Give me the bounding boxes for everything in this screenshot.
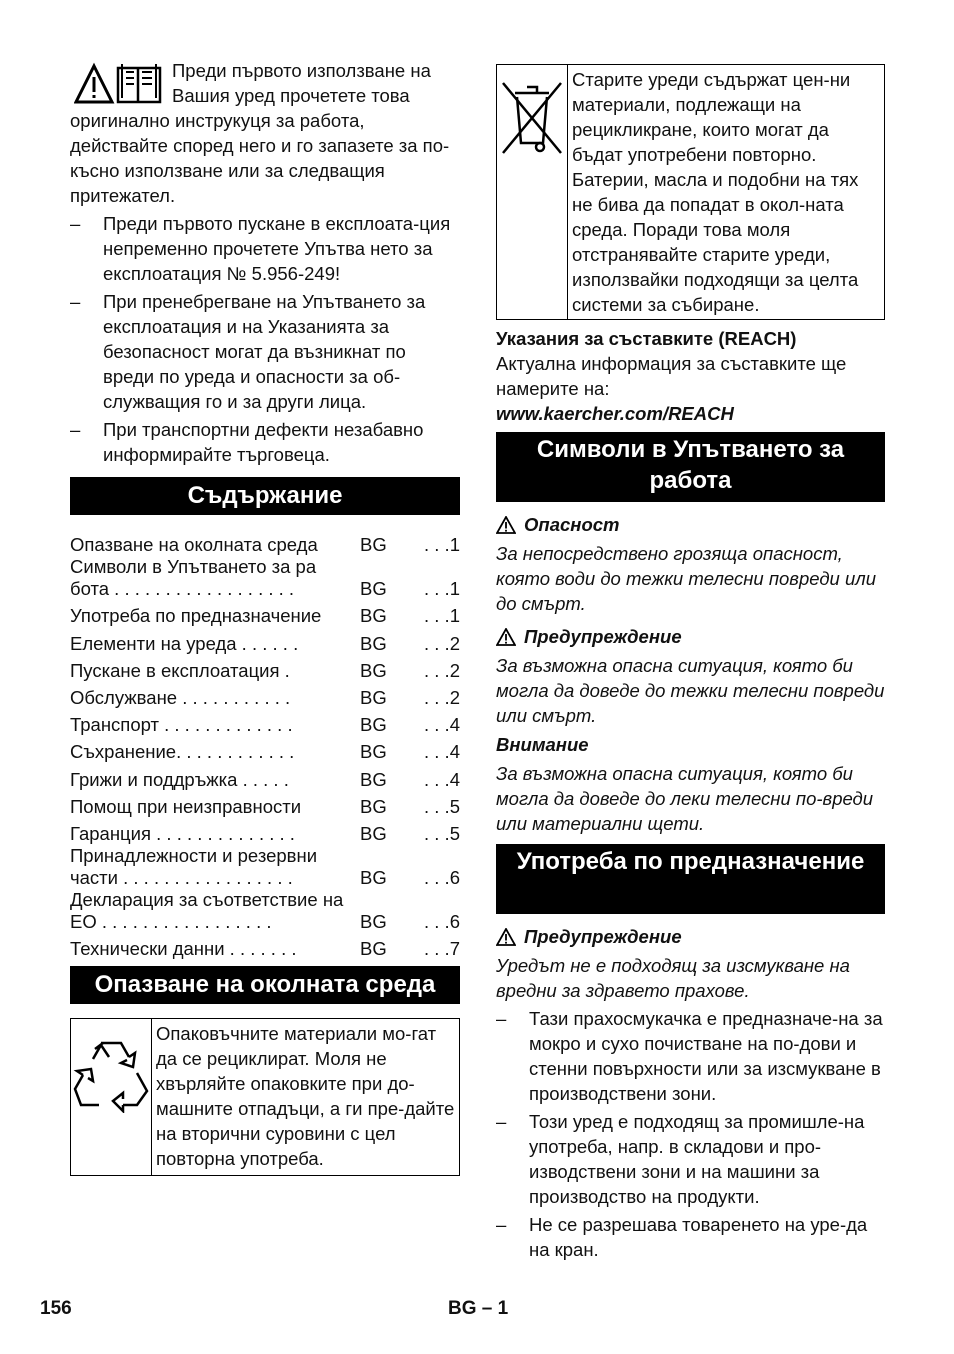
reach-text: Актуална информация за съставките ще намерите на: <box>496 353 847 399</box>
toc-entry-lang: BG <box>360 534 387 556</box>
toc-row[interactable] <box>70 818 460 845</box>
toc-entry-page: . . .2 <box>424 686 460 708</box>
intro-item: – Преди първото пускане в експлоата-ция непременно прочетете Упътва нето за експлоатация № 5.956-249! <box>70 213 451 284</box>
toc-entry-lang: BG <box>360 578 387 600</box>
toc-entry-lang: BG <box>360 686 387 708</box>
warning-icon <box>496 516 516 534</box>
dash-marker: – <box>70 291 81 312</box>
old-devices-text: Старите уреди съдържат цен-ни материали, подлежащи на рецикликране, които могат да бъдат употребени повторно. Батерии, масла и подобни на тях не бива да попадат в окол-ната среда. Поради това моля отстранявайте старите уреди, използвайки подходящи за целта системи за събиране. <box>572 69 859 315</box>
toc-entry-page: . . .4 <box>424 741 460 763</box>
toc-entry-title: Транспорт . . . . . . . . . . . . . <box>70 714 293 736</box>
toc-heading: Съдържание <box>70 477 460 515</box>
dash-marker: – <box>496 1008 507 1029</box>
toc-entry-title: Технически данни . . . . . . . <box>70 938 297 960</box>
toc-entry-page: . . .5 <box>424 795 460 817</box>
warning-manual-icon <box>74 62 164 108</box>
dash-marker: – <box>496 1214 507 1235</box>
toc-entry-lang: BG <box>360 938 387 960</box>
reach-link[interactable]: www.kaercher.com/REACH <box>496 403 734 424</box>
toc-entry-title: Грижи и поддръжка . . . . . <box>70 768 289 790</box>
toc-entry-page: . . .1 <box>424 534 460 556</box>
dash-marker: – <box>70 419 81 440</box>
reach-heading: Указания за съставките (REACH) <box>496 328 797 349</box>
toc-row[interactable] <box>70 529 460 556</box>
toc-entry-title: Принадлежности и резервни части . . . . . . . . . . . . . . . . . <box>70 844 318 888</box>
toc-entry-title: Опазване на околната среда <box>70 534 318 556</box>
dash-marker: – <box>70 213 81 234</box>
toc-row[interactable] <box>70 736 460 763</box>
left-column <box>70 58 460 1176</box>
toc-row[interactable] <box>70 600 460 627</box>
toc-entry-title: Символи в Упътването за ра бота . . . . . . . . . . . . . . . . . . <box>70 556 317 600</box>
dash-marker: – <box>496 1111 507 1132</box>
toc-entry-page: . . .7 <box>424 938 460 960</box>
toc-entry-title: Декларация за съответствие на ЕО . . . . . . . . . . . . . . . . . <box>70 888 344 932</box>
toc-entry-title: Помощ при неизправности <box>70 795 302 817</box>
toc-entry-page: . . .2 <box>424 659 460 681</box>
toc-row[interactable] <box>70 933 460 960</box>
toc-row[interactable] <box>70 655 460 682</box>
use-item: – Не се разрешава товаренето на уре-да на кран. <box>496 1214 868 1260</box>
use-warning-heading: Предупреждение <box>496 924 885 949</box>
toc-row[interactable] <box>70 763 460 790</box>
toc-row[interactable] <box>70 845 460 889</box>
toc-entry-lang: BG <box>360 822 387 844</box>
toc-entry-page: . . .5 <box>424 822 460 844</box>
toc-entry-title: Употреба по предназначение <box>70 605 322 627</box>
intro-item: – При транспортни дефекти незабавно информирайте търговеца. <box>70 419 424 465</box>
use-item: – Тази прахосмукачка е предназначе-на за мокро и сухо почистване на по-дови и стенни повърхности или за изсмукване в производствени зони. <box>496 1008 883 1104</box>
toc-row[interactable] <box>70 682 460 709</box>
use-item: – Този уред е подходящ за промишле-на употреба, напр. в складови и про-изводствени зони и на машини за производство на продукти. <box>496 1111 865 1207</box>
toc-entry-lang: BG <box>360 714 387 736</box>
toc-entry-lang: BG <box>360 866 387 888</box>
toc-entry-lang: BG <box>360 910 387 932</box>
use-heading: Употреба по предназначение <box>496 844 885 914</box>
toc-entry-page: . . .6 <box>424 866 460 888</box>
toc-entry-lang: BG <box>360 605 387 627</box>
right-column <box>496 64 885 1262</box>
packaging-text: Опаковъчните материали мо-гат да се рециклират. Моля не хвърляйте опаковките при до-машните отпадъци, а ги пре-дайте на вторични суровини с цел повторна употреба. <box>156 1023 455 1170</box>
intro-block <box>70 58 460 208</box>
use-warning-text: Уредът не е подходящ за изсмукване на вредни за здравето прахове. <box>496 955 850 1001</box>
page-code: BG – 1 <box>448 1298 509 1319</box>
warning-text: За възможна опасна ситуация, която би могла да доведе до тежки телесни повреди или смърт. <box>496 655 885 726</box>
recycle-icon <box>71 1033 151 1113</box>
symbols-heading: Символи в Упътването за работа <box>496 432 885 502</box>
old-devices-box <box>496 64 885 320</box>
toc-entry-lang: BG <box>360 768 387 790</box>
toc-entry-title: Обслужване . . . . . . . . . . . <box>70 686 291 708</box>
toc-entry-title: Съхранение. . . . . . . . . . . . <box>70 741 295 763</box>
toc-entry-title: Елементи на уреда . . . . . . <box>70 632 299 654</box>
caution-heading: Внимание <box>496 734 589 755</box>
caution-text: За възможна опасна ситуация, която би могла да доведе до леки телесни по-вреди или материални щети. <box>496 763 874 834</box>
warning-heading: Предупреждение <box>496 624 885 649</box>
toc-entry-lang: BG <box>360 741 387 763</box>
toc-entry-title: Пускане в експлоатация . <box>70 659 290 681</box>
toc-row[interactable] <box>70 556 460 600</box>
recycle-icon-cell <box>71 1019 152 1175</box>
toc-entry-page: . . .1 <box>424 578 460 600</box>
toc-entry-page: . . .2 <box>424 632 460 654</box>
intro-text: Преди първото използване на Вашия уред прочетете това оригинално инструкуця за работа, действайте според него и го запазете за по-късно използване или за следващия притежател. <box>70 60 450 206</box>
env-heading: Опазване на околната среда <box>70 966 460 1004</box>
crossed-bin-icon-cell <box>497 65 568 319</box>
page-number: 156 <box>40 1298 72 1319</box>
toc-entry-page: . . .1 <box>424 605 460 627</box>
toc-entry-page: . . .4 <box>424 768 460 790</box>
toc-row[interactable] <box>70 791 460 818</box>
toc-entry-lang: BG <box>360 632 387 654</box>
toc-entry-lang: BG <box>360 795 387 817</box>
warning-icon <box>496 628 516 646</box>
toc-row[interactable] <box>70 889 460 933</box>
toc-entry-page: . . .6 <box>424 910 460 932</box>
danger-text: За непосредствено грозяща опасност, която води до тежки телесни повреди или до смърт. <box>496 543 876 614</box>
crossed-bin-icon <box>497 77 567 157</box>
toc-row[interactable] <box>70 627 460 654</box>
toc-entry-page: . . .4 <box>424 714 460 736</box>
warning-icon <box>496 928 516 946</box>
toc-row[interactable] <box>70 709 460 736</box>
toc-entry-lang: BG <box>360 659 387 681</box>
danger-heading: Опасност <box>496 512 885 537</box>
intro-item: – При пренебрегване на Упътването за експлоатация и на Указанията за безопасност могат да възникнат по вреди по уреда и опасности за об-служващия го и за други лица. <box>70 291 426 412</box>
toc-entry-title: Гаранция . . . . . . . . . . . . . . <box>70 822 295 844</box>
toc-table <box>70 529 460 960</box>
packaging-box <box>70 1018 460 1176</box>
